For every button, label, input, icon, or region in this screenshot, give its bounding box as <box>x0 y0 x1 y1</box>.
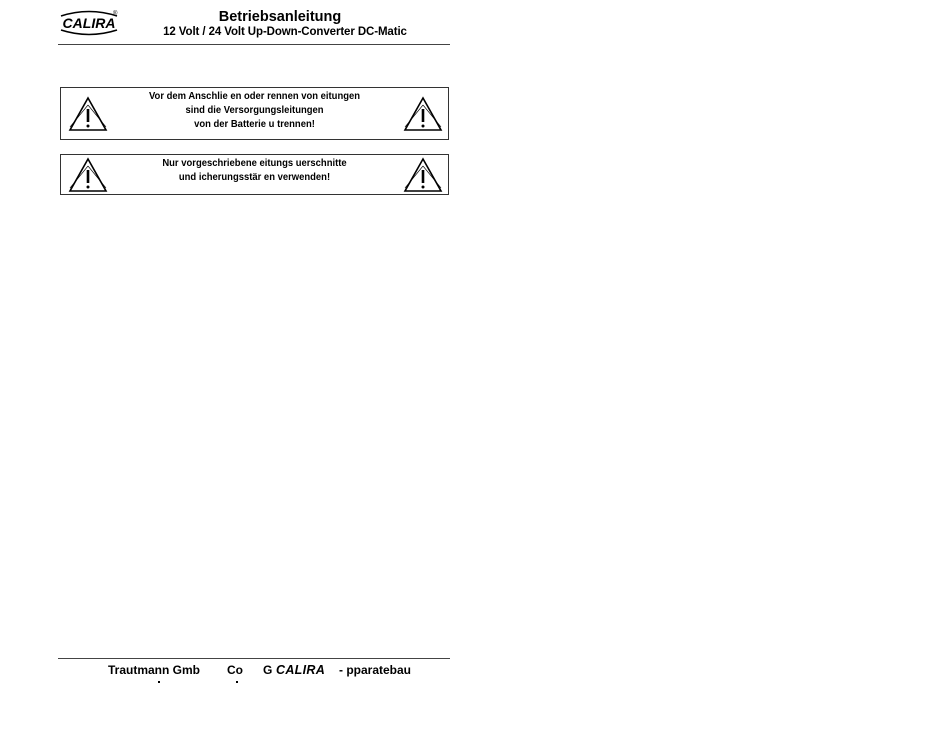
warning-line: Vor dem Anschlie en oder rennen von eitungen <box>148 90 361 102</box>
warning-triangle-icon <box>67 95 109 133</box>
footer-rule <box>58 658 450 659</box>
logo-text: CALIRA <box>62 15 116 31</box>
warning-text <box>125 156 383 184</box>
warning-box-cable-size <box>60 154 449 195</box>
header-rule <box>58 44 450 45</box>
calira-logo <box>58 9 120 37</box>
footer-company-kg: G <box>263 663 273 677</box>
warning-triangle-icon <box>67 156 109 194</box>
warning-text <box>125 89 383 131</box>
warning-triangle-icon <box>402 156 444 194</box>
warning-line: sind die Versorgungsleitungen <box>185 104 324 116</box>
footer-brand-suffix: - pparatebau <box>339 663 412 677</box>
warning-triangle-icon <box>402 95 444 133</box>
footer-company-co: Co <box>227 663 243 677</box>
footer-dot <box>236 681 238 683</box>
warning-line: Nur vorgeschriebene eitungs uerschnitte <box>162 157 347 169</box>
registered-mark: ® <box>113 11 118 17</box>
footer-company-name: Trautmann Gmb <box>108 663 201 677</box>
footer-dot <box>158 681 160 683</box>
warning-line: und icherungsstär en verwenden! <box>178 171 331 183</box>
warning-box-disconnect <box>60 87 449 140</box>
warning-line: von der Batterie u trennen! <box>194 118 315 130</box>
page-subtitle: 12 Volt / 24 Volt Up-Down-Converter DC-Matic <box>163 26 407 38</box>
footer-brand: CALIRA <box>276 663 326 677</box>
page-title: Betriebsanleitung <box>218 9 342 25</box>
